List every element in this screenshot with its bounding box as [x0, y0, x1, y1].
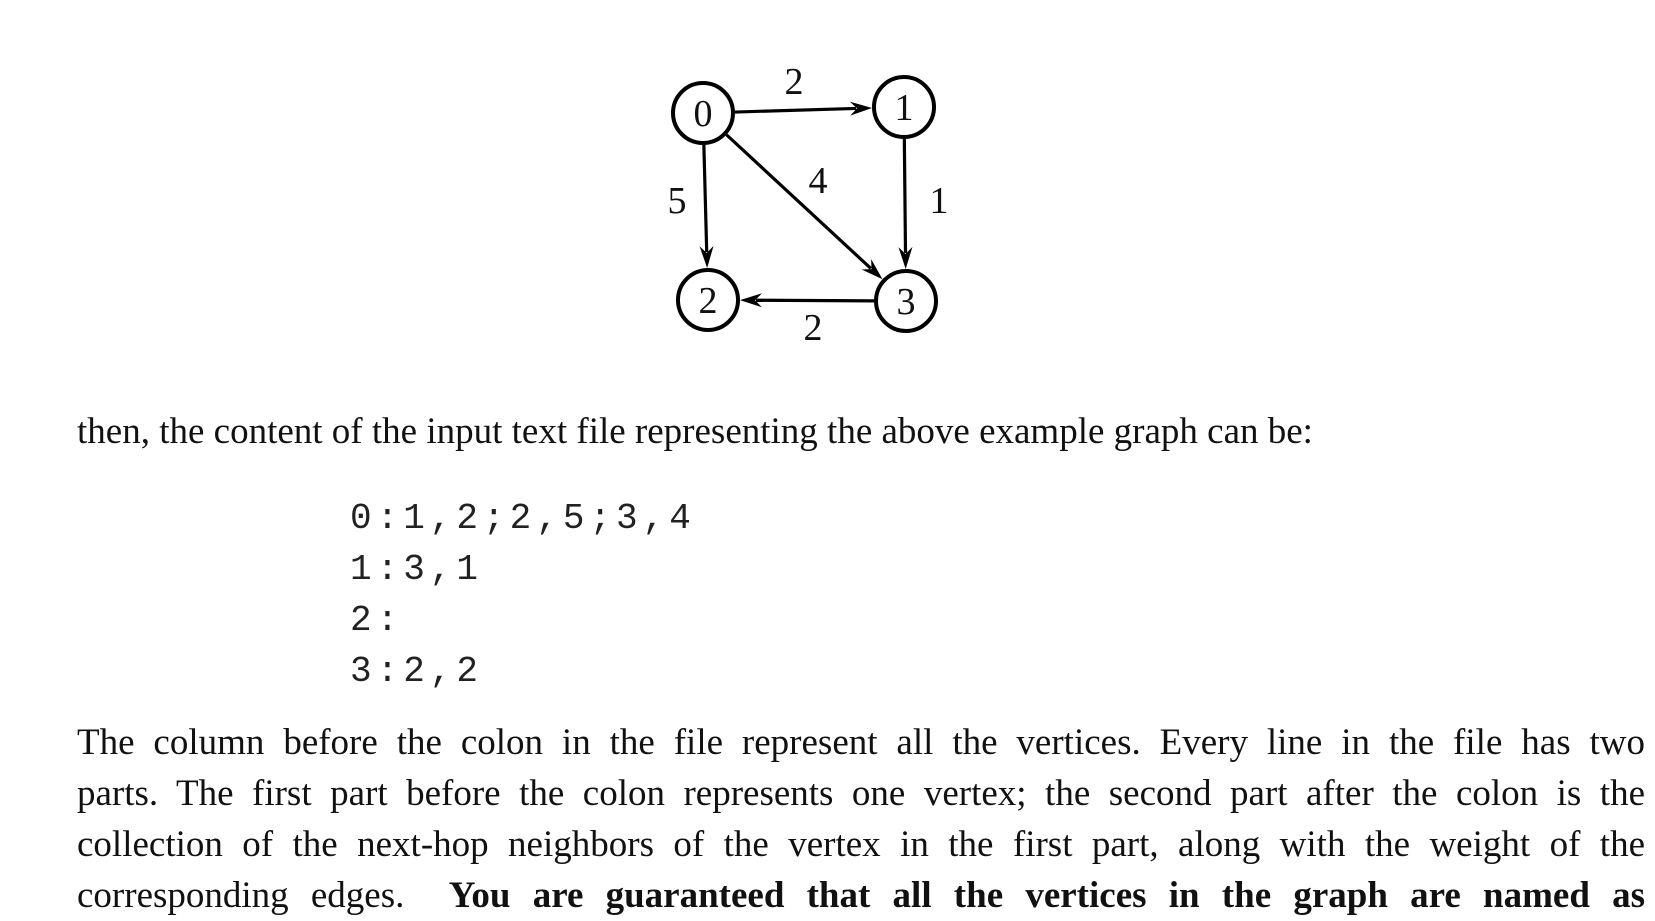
file-line-2: 2:	[350, 600, 404, 641]
vertex-2	[678, 270, 738, 330]
file-line-3: 3:2,2	[350, 651, 484, 692]
edge-0-3	[726, 135, 882, 280]
edge-weight-label: 4	[808, 160, 828, 202]
edge-weight-label: 5	[667, 180, 687, 222]
vertex-label: 2	[698, 280, 718, 322]
edge-line	[726, 135, 870, 269]
paragraph-line: parts. The first part before the colon represents one vertex; the second part after the colon is the	[77, 773, 1645, 814]
edge-line	[904, 139, 905, 253]
file-line-1: 1:3,1	[350, 549, 484, 590]
edge-0-1	[735, 61, 872, 116]
intro-sentence: then, the content of the input text file representing the above example graph can be:	[77, 411, 1313, 452]
paragraph-text: corresponding edges.	[77, 875, 405, 916]
explanation-paragraph	[77, 717, 1645, 921]
edge-line	[704, 145, 707, 252]
bold-guarantee-text: You are guaranteed that all the vertices in the graph are named as	[448, 875, 1645, 916]
edge-3-2	[740, 293, 874, 349]
paragraph-line: The column before the colon in the file represent all the vertices. Every line in the file has two	[77, 722, 1645, 763]
edge-weight-label: 2	[784, 61, 804, 103]
edge-line	[756, 300, 874, 301]
file-content-block	[350, 493, 696, 697]
vertex-3	[876, 271, 936, 331]
paragraph-line	[77, 870, 1645, 921]
file-line-0: 0:1,2;2,5;3,4	[350, 498, 696, 539]
edge-weight-label: 1	[929, 180, 949, 222]
vertex-1	[874, 77, 934, 137]
edge-1-3	[898, 139, 948, 269]
example-graph-diagram	[0, 0, 1655, 400]
edge-line	[735, 108, 856, 112]
vertex-label: 1	[894, 87, 914, 129]
paragraph-line: collection of the next-hop neighbors of the vertex in the first part, along with the weight of the	[77, 824, 1645, 865]
vertex-label: 3	[896, 281, 916, 323]
vertex-0	[673, 83, 733, 143]
edge-weight-label: 2	[803, 307, 823, 349]
vertex-label: 0	[693, 93, 713, 135]
edge-0-2	[668, 145, 714, 268]
